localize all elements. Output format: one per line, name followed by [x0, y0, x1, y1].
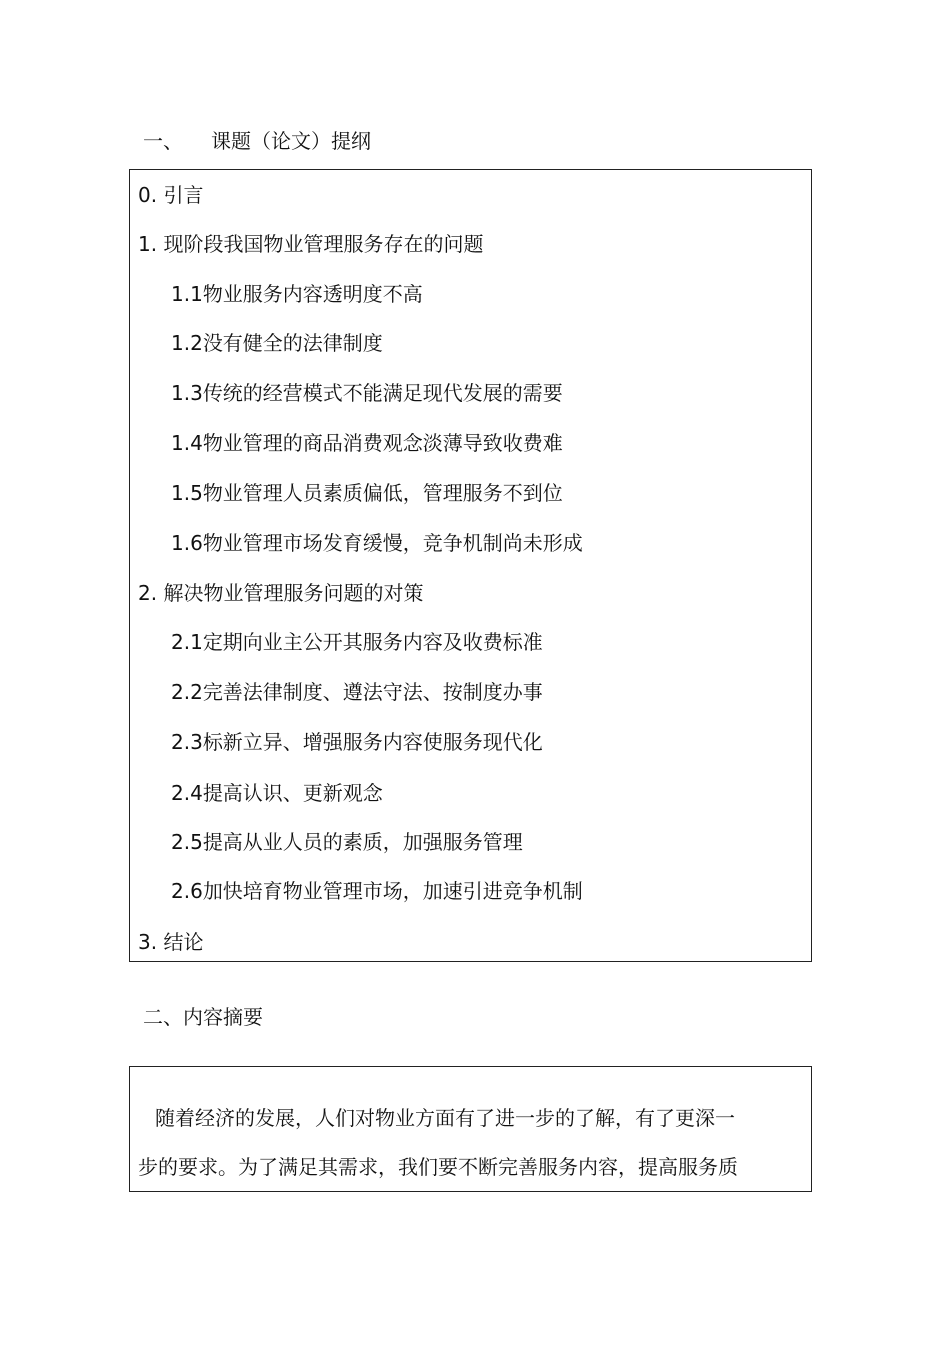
outline-item-number: 2.6	[171, 879, 203, 903]
outline-item-number: 2.2	[171, 680, 203, 704]
outline-item	[138, 581, 423, 605]
outline-item-text: 现阶段我国物业管理服务存在的问题	[163, 232, 484, 256]
outline-subitem	[171, 630, 543, 654]
summary-box	[129, 1066, 812, 1192]
outline-subitem	[171, 680, 543, 704]
outline-subitem	[171, 282, 423, 306]
outline-item-number: 1.6	[171, 531, 203, 555]
outline-item-number: 3.	[138, 930, 158, 954]
outline-item-text: 没有健全的法律制度	[202, 331, 383, 355]
outline-item-number: 2.4	[171, 781, 203, 805]
outline-subitem	[171, 879, 583, 903]
outline-item-text: 引言	[163, 183, 204, 207]
outline-item-text: 解决物业管理服务问题的对策	[163, 581, 424, 605]
outline-item-text: 结论	[163, 930, 204, 954]
outline-item-number: 1.2	[171, 331, 203, 355]
outline-item-number: 2.	[138, 581, 158, 605]
outline-subitem	[171, 830, 523, 854]
outline-subitem	[171, 481, 563, 505]
outline-item-text: 物业服务内容透明度不高	[202, 282, 423, 306]
outline-item-number: 0.	[138, 183, 158, 207]
outline-item-number: 2.3	[171, 730, 203, 754]
outline-item-text: 物业管理人员素质偏低，管理服务不到位	[202, 481, 563, 505]
outline-item-number: 1.5	[171, 481, 203, 505]
summary-line: 随着经济的发展，人们对物业方面有了进一步的了解，有了更深一	[155, 1106, 735, 1130]
section-2-title: 二、内容摘要	[143, 1005, 263, 1029]
section-1-title: 课题（论文）提纲	[211, 129, 371, 153]
section-1-number: 一、	[143, 129, 183, 153]
outline-item	[138, 183, 203, 207]
outline-item-number: 1.	[138, 232, 158, 256]
outline-item-text: 物业管理的商品消费观念淡薄导致收费难	[202, 431, 563, 455]
outline-item-text: 加快培育物业管理市场，加速引进竞争机制	[202, 879, 583, 903]
outline-item-number: 1.4	[171, 431, 203, 455]
outline-subitem	[171, 730, 543, 754]
outline-subitem	[171, 781, 383, 805]
outline-box	[129, 169, 812, 962]
summary-line: 步的要求。为了满足其需求，我们要不断完善服务内容，提高服务质	[138, 1155, 738, 1179]
outline-item-number: 1.3	[171, 381, 203, 405]
outline-item-text: 提高认识、更新观念	[202, 781, 383, 805]
outline-subitem	[171, 431, 563, 455]
outline-item-number: 2.5	[171, 830, 203, 854]
outline-item	[138, 930, 203, 954]
outline-subitem	[171, 531, 583, 555]
outline-item-text: 完善法律制度、遵法守法、按制度办事	[202, 680, 543, 704]
outline-item-text: 传统的经营模式不能满足现代发展的需要	[202, 381, 563, 405]
outline-item-text: 标新立异、增强服务内容使服务现代化	[202, 730, 543, 754]
outline-subitem	[171, 331, 383, 355]
outline-subitem	[171, 381, 563, 405]
outline-item-text: 定期向业主公开其服务内容及收费标准	[202, 630, 543, 654]
outline-item-text: 物业管理市场发育缓慢，竞争机制尚未形成	[202, 531, 583, 555]
outline-item	[138, 232, 483, 256]
outline-item-text: 提高从业人员的素质，加强服务管理	[202, 830, 523, 854]
outline-item-number: 2.1	[171, 630, 203, 654]
outline-item-number: 1.1	[171, 282, 203, 306]
